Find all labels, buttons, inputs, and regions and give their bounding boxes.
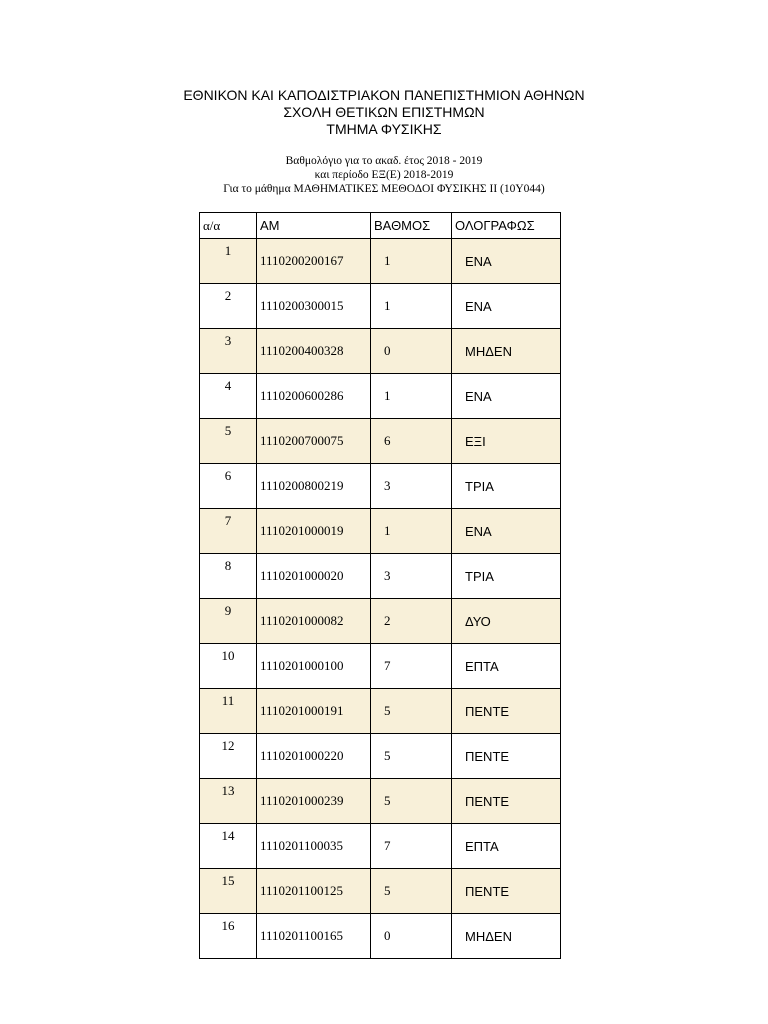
student-id: 1110200200167 bbox=[257, 239, 371, 284]
grades-table bbox=[199, 212, 561, 959]
grade-in-words: ΤΡΙΑ bbox=[452, 554, 561, 599]
row-index: 11 bbox=[200, 689, 257, 734]
row-index: 3 bbox=[200, 329, 257, 374]
school-name: ΣΧΟΛΗ ΘΕΤΙΚΩΝ ΕΠΙΣΤΗΜΩΝ bbox=[283, 104, 485, 120]
table-row bbox=[200, 554, 561, 599]
grade-in-words: ΠΕΝΤΕ bbox=[452, 689, 561, 734]
exam-period: και περίοδο ΕΞ(Ε) 2018-2019 bbox=[314, 169, 454, 181]
grade-in-words: ΕΝΑ bbox=[452, 284, 561, 329]
table-row bbox=[200, 689, 561, 734]
student-id: 1110200600286 bbox=[257, 374, 371, 419]
course-title: Για το μάθημα ΜΑΘΗΜΑΤΙΚΕΣ ΜΕΘΟΔΟΙ ΦΥΣΙΚΗΣ ΙΙ (10Υ044) bbox=[223, 183, 545, 195]
row-index: 1 bbox=[200, 239, 257, 284]
grade-value: 7 bbox=[371, 644, 452, 689]
grade-value: 6 bbox=[371, 419, 452, 464]
grade-value: 7 bbox=[371, 824, 452, 869]
table-row bbox=[200, 644, 561, 689]
grade-value: 0 bbox=[371, 329, 452, 374]
grade-value: 5 bbox=[371, 734, 452, 779]
student-id: 1110201000191 bbox=[257, 689, 371, 734]
grade-value: 5 bbox=[371, 779, 452, 824]
table-row bbox=[200, 239, 561, 284]
row-index: 14 bbox=[200, 824, 257, 869]
grade-value: 1 bbox=[371, 239, 452, 284]
row-index: 10 bbox=[200, 644, 257, 689]
table-row bbox=[200, 599, 561, 644]
student-id: 1110200300015 bbox=[257, 284, 371, 329]
grade-in-words: ΕΝΑ bbox=[452, 374, 561, 419]
student-id: 1110201000082 bbox=[257, 599, 371, 644]
row-index: 9 bbox=[200, 599, 257, 644]
column-header-index: α/α bbox=[200, 213, 257, 239]
row-index: 7 bbox=[200, 509, 257, 554]
student-id: 1110200700075 bbox=[257, 419, 371, 464]
column-header-words: ΟΛΟΓΡΑΦΩΣ bbox=[452, 213, 561, 239]
student-id: 1110201100035 bbox=[257, 824, 371, 869]
student-id: 1110201000020 bbox=[257, 554, 371, 599]
table-row bbox=[200, 869, 561, 914]
grade-in-words: ΠΕΝΤΕ bbox=[452, 869, 561, 914]
table-row bbox=[200, 779, 561, 824]
student-id: 1110200400328 bbox=[257, 329, 371, 374]
grade-value: 2 bbox=[371, 599, 452, 644]
student-id: 1110201000239 bbox=[257, 779, 371, 824]
grade-value: 1 bbox=[371, 374, 452, 419]
grade-value: 1 bbox=[371, 284, 452, 329]
grade-in-words: ΕΞΙ bbox=[452, 419, 561, 464]
student-id: 1110201100165 bbox=[257, 914, 371, 959]
grade-in-words: ΕΠΤΑ bbox=[452, 644, 561, 689]
row-index: 2 bbox=[200, 284, 257, 329]
row-index: 12 bbox=[200, 734, 257, 779]
department-name: ΤΜΗΜΑ ΦΥΣΙΚΗΣ bbox=[326, 121, 442, 137]
table-row bbox=[200, 374, 561, 419]
column-header-grade: ΒΑΘΜΟΣ bbox=[371, 213, 452, 239]
row-index: 4 bbox=[200, 374, 257, 419]
grade-in-words: ΜΗΔΕΝ bbox=[452, 914, 561, 959]
student-id: 1110200800219 bbox=[257, 464, 371, 509]
grade-in-words: ΜΗΔΕΝ bbox=[452, 329, 561, 374]
grade-in-words: ΕΠΤΑ bbox=[452, 824, 561, 869]
grade-in-words: ΠΕΝΤΕ bbox=[452, 779, 561, 824]
table-row bbox=[200, 509, 561, 554]
table-body bbox=[200, 239, 561, 959]
table-row bbox=[200, 329, 561, 374]
row-index: 5 bbox=[200, 419, 257, 464]
grade-value: 3 bbox=[371, 554, 452, 599]
table-row bbox=[200, 464, 561, 509]
column-header-am: ΑΜ bbox=[257, 213, 371, 239]
grade-in-words: ΔΥΟ bbox=[452, 599, 561, 644]
university-name: ΕΘΝΙΚΟΝ ΚΑΙ ΚΑΠΟΔΙΣΤΡΙΑΚΟΝ ΠΑΝΕΠΙΣΤΗΜΙΟΝ ΑΘΗΝΩΝ bbox=[183, 87, 585, 103]
student-id: 1110201100125 bbox=[257, 869, 371, 914]
student-id: 1110201000019 bbox=[257, 509, 371, 554]
row-index: 8 bbox=[200, 554, 257, 599]
grade-in-words: ΤΡΙΑ bbox=[452, 464, 561, 509]
grade-value: 0 bbox=[371, 914, 452, 959]
grade-value: 1 bbox=[371, 509, 452, 554]
table-row bbox=[200, 734, 561, 779]
grade-in-words: ΕΝΑ bbox=[452, 239, 561, 284]
student-id: 1110201000100 bbox=[257, 644, 371, 689]
gradebook-year: Βαθμολόγιο για το ακαδ. έτος 2018 - 2019 bbox=[285, 155, 483, 167]
table-row bbox=[200, 419, 561, 464]
table-row bbox=[200, 824, 561, 869]
student-id: 1110201000220 bbox=[257, 734, 371, 779]
row-index: 16 bbox=[200, 914, 257, 959]
table-row bbox=[200, 914, 561, 959]
grade-in-words: ΠΕΝΤΕ bbox=[452, 734, 561, 779]
row-index: 15 bbox=[200, 869, 257, 914]
grade-value: 3 bbox=[371, 464, 452, 509]
grade-value: 5 bbox=[371, 869, 452, 914]
row-index: 6 bbox=[200, 464, 257, 509]
grade-in-words: ΕΝΑ bbox=[452, 509, 561, 554]
table-header-row bbox=[200, 213, 561, 239]
table-row bbox=[200, 284, 561, 329]
grade-value: 5 bbox=[371, 689, 452, 734]
row-index: 13 bbox=[200, 779, 257, 824]
